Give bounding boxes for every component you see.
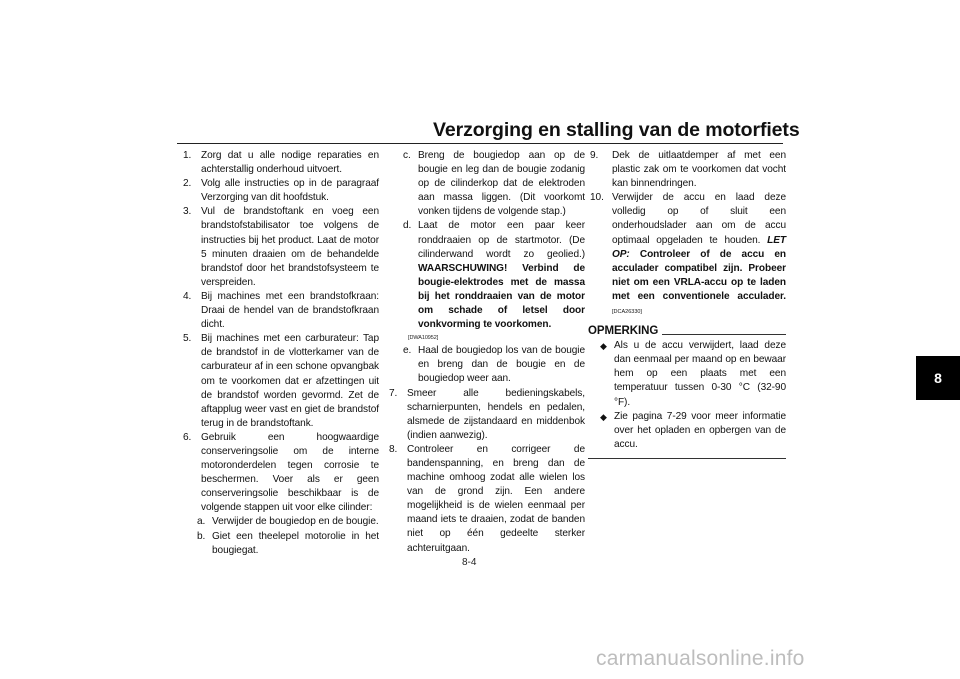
list-item-number: 4.: [183, 290, 192, 302]
sub-list-item-letter: b.: [197, 530, 206, 542]
caution-label: LET OP:: [612, 234, 786, 260]
sub-list-item-text: Haal de bougiedop los van de bougie en breng dan de bougie en de bougiedop weer aan.: [418, 345, 585, 385]
list-item-number: 5.: [183, 333, 192, 345]
page-title: Verzorging en stalling van de motorfiets: [433, 119, 800, 141]
page-number: 8-4: [462, 557, 477, 568]
list-item-text: Controleer en corrigeer de bandenspanning, en breng dan de machine omhoog zodat alle wielen los van de grond zijn. Een andere mogelijkheid is de wielen eenmaal per maand iets te draaien, zodat de banden niet op één gedeelte sterker achteruitgaan.: [407, 443, 585, 554]
sub-list-item: [403, 149, 585, 219]
list-item-text: Bij machines met een carburateur: Tap de brandstof in de vlotterkamer van de carburateur af in een schone opvangbak om te voorkomen dat er afzettingen uit de brandstof worden gevormd. Zet de aftapplug weer vast en giet de brandstof terug in de brandstoftank.: [201, 333, 379, 429]
list-item: [183, 431, 379, 516]
list-item-text: [612, 191, 786, 319]
sub-list-item-text: Giet een theelepel motorolie in het bougiegat.: [212, 530, 379, 556]
list-item-text: Gebruik een hoogwaardige conserveringsolie om de interne motoronderdelen tegen corrosie te beschermen. Voer als er geen conserveringsolie beschikbaar is de volgende stappen uit voor elke cilinder:: [201, 431, 379, 514]
list-item-number: 10.: [590, 192, 604, 204]
caution-text: Controleer of de accu en acculader compatibel zijn. Probeer niet om een VRLA-accu op te laden met een conventionele acculader.: [612, 248, 786, 302]
sub-list-item-text: Breng de bougiedop aan op de bougie en leg dan de bougie zodanig op de cilinderkop dat de elektroden aan massa liggen. (Dit voorkomt vonken tijdens de volgende stap.): [418, 150, 585, 218]
sub-list-item: [403, 344, 585, 386]
list-item: [389, 443, 585, 556]
list-item-text: Volg alle instructies op in de paragraaf Verzorging van dit hoofdstuk.: [201, 178, 379, 204]
note-bullet: [600, 410, 786, 452]
list-item-number: 2.: [183, 178, 192, 190]
sub-list-item: [197, 530, 379, 558]
note-bullet: [600, 339, 786, 409]
sub-list-item-letter: a.: [197, 516, 206, 528]
list-item-text: Zorg dat u alle nodige reparaties en achterstallig onderhoud uitvoert.: [201, 150, 379, 176]
note-end-rule: [588, 458, 786, 459]
list-item: [183, 177, 379, 205]
list-item-number: 1.: [183, 150, 192, 161]
list-item-text: Smeer alle bedieningskabels, scharnierpunten, hendels en pedalen, alsmede de zijstandaard en middenbok (indien aanwezig).: [407, 387, 585, 441]
list-item-number: 7.: [389, 387, 398, 399]
bullet-icon: ◆: [600, 341, 607, 352]
list-item: [183, 149, 379, 177]
list-item-text: Dek de uitlaatdemper af met een plastic zak om te voorkomen dat vocht kan binnendringen.: [612, 150, 786, 190]
column-2: [389, 149, 585, 556]
list-item-number: 8.: [389, 443, 398, 455]
list-item: [590, 191, 786, 319]
chapter-tab[interactable]: 8: [916, 356, 960, 400]
warning-text: WAARSCHUWING! Verbind de bougie-elektrodes met de massa bij het ronddraaien van de motor om schade of letsel door vonkvorming te voorkomen.: [418, 262, 585, 331]
list-item: [183, 205, 379, 290]
sub-list-item-letter: d.: [403, 220, 412, 232]
list-item-number: 9.: [590, 150, 599, 161]
list-item-number: 6.: [183, 431, 192, 443]
title-rule: [177, 143, 783, 144]
sub-list-item-letter: c.: [403, 150, 411, 161]
caution-code: [DCA26330]: [612, 309, 642, 316]
column-3: [590, 149, 786, 459]
note-heading: [588, 324, 786, 339]
bullet-icon: ◆: [600, 411, 607, 422]
list-item: [590, 149, 786, 191]
sub-list-item: [197, 515, 379, 529]
note-bullet-text: Zie pagina 7-29 voor meer informatie over het opladen en opbergen van de accu.: [614, 410, 786, 450]
list-item: [183, 332, 379, 431]
watermark[interactable]: carmanualsonline.info: [596, 647, 805, 670]
note-heading-rule: [662, 334, 786, 335]
list-item-text: Vul de brandstoftank en voeg een brandstofstabilisator toe volgens de instructies bij het product. Laat de motor 5 minuten draaien om de behandelde brandstof door het brandstofsysteem te verspreiden.: [201, 206, 379, 288]
list-item: [389, 387, 585, 443]
sub-list-item-text: [418, 219, 585, 332]
step-text: Laat de motor een paar keer ronddraaien op de startmotor. (De cilinderwand wordt zo geolied.): [418, 220, 585, 260]
list-item-text: Bij machines met een brandstofkraan: Draai de hendel van de brandstofkraan dicht.: [201, 290, 379, 331]
sub-list-item: [403, 219, 585, 332]
note-bullet-text: Als u de accu verwijdert, laad deze dan eenmaal per maand op en bewaar hem op een plaats met een temperatuur tussen 0-30 °C (32-90 °F).: [614, 340, 786, 408]
list-item-number: 3.: [183, 206, 192, 218]
note-heading-text: OPMERKING: [588, 325, 659, 338]
warning-code: [DWA10952]: [408, 335, 439, 342]
sub-list-item-text: Verwijder de bougiedop en de bougie.: [212, 516, 379, 528]
step-text: Verwijder de accu en laad deze volledig op of sluit een onderhoudslader aan om de accu optimaal opgeladen te houden.: [612, 192, 786, 246]
column-1: [183, 149, 379, 558]
list-item: [183, 290, 379, 332]
sub-list-item-letter: e.: [403, 345, 412, 357]
